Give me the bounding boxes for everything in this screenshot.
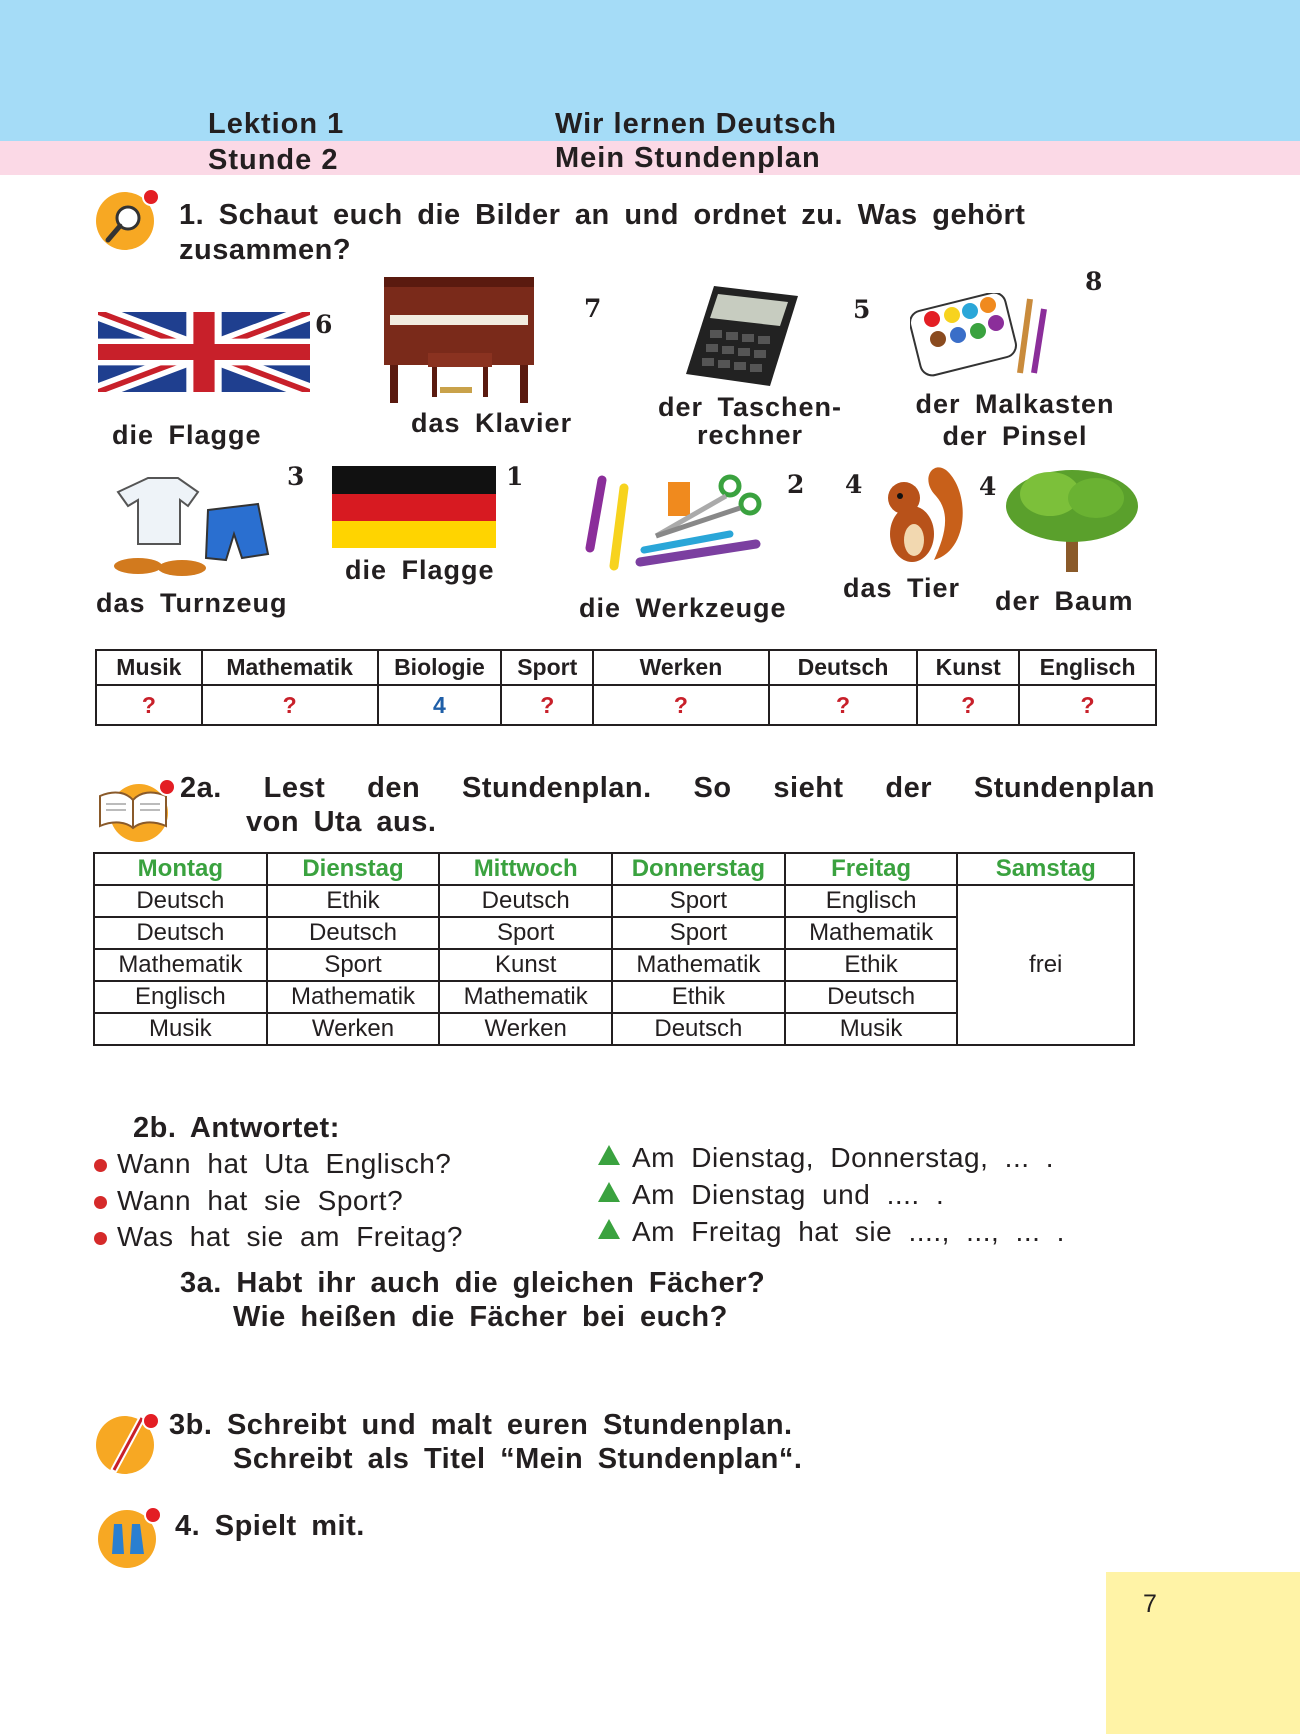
timetable-cell: Ethik: [267, 885, 440, 917]
task2a-text-line2: von Uta aus.: [246, 806, 437, 838]
tools-label: die Werkzeuge: [579, 593, 787, 623]
sportswear-label: das Turnzeug: [96, 588, 288, 618]
calculator-label-line1: der Taschen-: [657, 392, 843, 422]
squirrel-label: das Tier: [843, 573, 961, 603]
subject-header: Biologie: [378, 650, 502, 685]
lesson-title: Wir lernen Deutsch: [555, 108, 838, 140]
task2a-text-line1: 2a. Lest den Stundenplan. So sieht der Stundenplan: [180, 772, 1155, 804]
sportswear-number: 3: [287, 462, 305, 491]
answer-text: Am Dienstag und .... .: [632, 1179, 945, 1210]
timetable-cell: Sport: [612, 885, 785, 917]
green-triangle-icon: [598, 1145, 620, 1165]
timetable-cell: Mathematik: [439, 981, 612, 1013]
timetable-cell: Sport: [439, 917, 612, 949]
timetable-cell: Musik: [94, 1013, 267, 1045]
calculator-number: 5: [853, 295, 871, 324]
answer-item: [598, 1216, 1065, 1248]
task3b-line1: 3b. Schreibt und malt euren Stundenplan.: [169, 1409, 793, 1441]
tree-number: 4: [979, 472, 997, 501]
piano-number: 7: [584, 294, 602, 323]
bullet-dot-icon: [94, 1196, 107, 1209]
squirrel-number: 4: [845, 470, 863, 499]
paintbox-image: [910, 293, 1050, 379]
green-triangle-icon: [598, 1219, 620, 1239]
task1-text-line2: zusammen?: [179, 234, 352, 266]
subject-header: Werken: [593, 650, 769, 685]
subject-header: Sport: [501, 650, 593, 685]
sportswear-image: [108, 474, 278, 582]
task3a-line1: 3a. Habt ihr auch die gleichen Fächer?: [180, 1267, 766, 1299]
question-item: [94, 1221, 463, 1253]
timetable-cell: Deutsch: [439, 885, 612, 917]
timetable-cell: Ethik: [785, 949, 958, 981]
uk-flag-image: [98, 312, 310, 392]
question-text: Was hat sie am Freitag?: [117, 1221, 463, 1252]
subject-answer[interactable]: ?: [769, 685, 918, 725]
answer-text: Am Freitag hat sie ...., ..., ... .: [632, 1216, 1065, 1247]
answer-item: [598, 1142, 1054, 1174]
timetable-cell: Musik: [785, 1013, 958, 1045]
answer-text: Am Dienstag, Donnerstag, ... .: [632, 1142, 1055, 1173]
day-header: Dienstag: [267, 853, 440, 885]
timetable-cell: Sport: [267, 949, 440, 981]
subject-header: Kunst: [917, 650, 1019, 685]
timetable-cell: Werken: [267, 1013, 440, 1045]
tree-label: der Baum: [995, 586, 1134, 616]
question-item: [94, 1148, 451, 1180]
subject-header: Deutsch: [769, 650, 918, 685]
paintbox-label-line1: der Malkasten: [915, 389, 1115, 419]
subject-header: Mathematik: [202, 650, 378, 685]
timetable-cell: Englisch: [785, 885, 958, 917]
timetable-cell: Deutsch: [612, 1013, 785, 1045]
subject-answer[interactable]: ?: [917, 685, 1019, 725]
task3a-line2: Wie heißen die Fächer bei euch?: [233, 1301, 728, 1333]
day-header: Samstag: [957, 853, 1134, 885]
paintbox-label-line2: der Pinsel: [942, 421, 1088, 451]
paintbox-number: 8: [1085, 267, 1103, 296]
green-triangle-icon: [598, 1182, 620, 1202]
subject-answer[interactable]: ?: [96, 685, 202, 725]
day-header: Mittwoch: [439, 853, 612, 885]
calculator-image: [684, 282, 800, 390]
saturday-free-cell: frei: [957, 885, 1134, 1045]
german-flag-number: 1: [506, 462, 524, 491]
question-text: Wann hat sie Sport?: [117, 1185, 404, 1216]
timetable: [93, 852, 1135, 1046]
subject-header: Englisch: [1019, 650, 1156, 685]
hour-label: Stunde 2: [208, 144, 339, 176]
german-flag-image: [332, 466, 496, 548]
magnifier-icon: [96, 192, 154, 250]
timetable-cell: Deutsch: [785, 981, 958, 1013]
tools-image: [580, 474, 766, 574]
timetable-cell: Deutsch: [94, 885, 267, 917]
flippers-icon: [98, 1510, 156, 1568]
piano-image: [380, 275, 538, 405]
timetable-cell: Ethik: [612, 981, 785, 1013]
german-flag-label: die Flagge: [345, 555, 495, 585]
day-header: Donnerstag: [612, 853, 785, 885]
page-number: 7: [1143, 1590, 1157, 1618]
answer-item: [598, 1179, 944, 1211]
subject-answer: 4: [378, 685, 502, 725]
day-header: Montag: [94, 853, 267, 885]
timetable-cell: Mathematik: [612, 949, 785, 981]
subject-answer[interactable]: ?: [202, 685, 378, 725]
subject-answer[interactable]: ?: [501, 685, 593, 725]
hour-title: Mein Stundenplan: [555, 142, 821, 174]
pencil-icon: [96, 1416, 154, 1474]
timetable-cell: Englisch: [94, 981, 267, 1013]
day-header: Freitag: [785, 853, 958, 885]
subject-header: Musik: [96, 650, 202, 685]
bullet-dot-icon: [94, 1159, 107, 1172]
timetable-cell: Mathematik: [785, 917, 958, 949]
calculator-label-line2: rechner: [696, 420, 804, 450]
timetable-cell: Mathematik: [267, 981, 440, 1013]
timetable-cell: Kunst: [439, 949, 612, 981]
task3b-line2: Schreibt als Titel “Mein Stundenplan“.: [233, 1443, 803, 1475]
task4-text: 4. Spielt mit.: [175, 1510, 365, 1542]
timetable-cell: Sport: [612, 917, 785, 949]
tools-number: 2: [787, 470, 805, 499]
page-number-box: [1106, 1572, 1300, 1734]
uk-flag-number: 6: [315, 310, 333, 339]
question-text: Wann hat Uta Englisch?: [117, 1148, 452, 1179]
lesson-label: Lektion 1: [208, 108, 345, 140]
bullet-dot-icon: [94, 1232, 107, 1245]
subject-answer[interactable]: ?: [1019, 685, 1156, 725]
subject-matching-table: [95, 649, 1157, 726]
uk-flag-label: die Flagge: [112, 420, 262, 450]
timetable-cell: Werken: [439, 1013, 612, 1045]
timetable-cell: Deutsch: [94, 917, 267, 949]
squirrel-image: [874, 460, 970, 568]
question-item: [94, 1185, 403, 1217]
timetable-cell: Deutsch: [267, 917, 440, 949]
tree-image: [1000, 462, 1146, 574]
timetable-cell: Mathematik: [94, 949, 267, 981]
piano-label: das Klavier: [411, 408, 573, 438]
task1-text-line1: 1. Schaut euch die Bilder an und ordnet zu. Was gehört: [179, 199, 1026, 231]
task2b-title: 2b. Antwortet:: [133, 1112, 340, 1144]
subject-answer[interactable]: ?: [593, 685, 769, 725]
